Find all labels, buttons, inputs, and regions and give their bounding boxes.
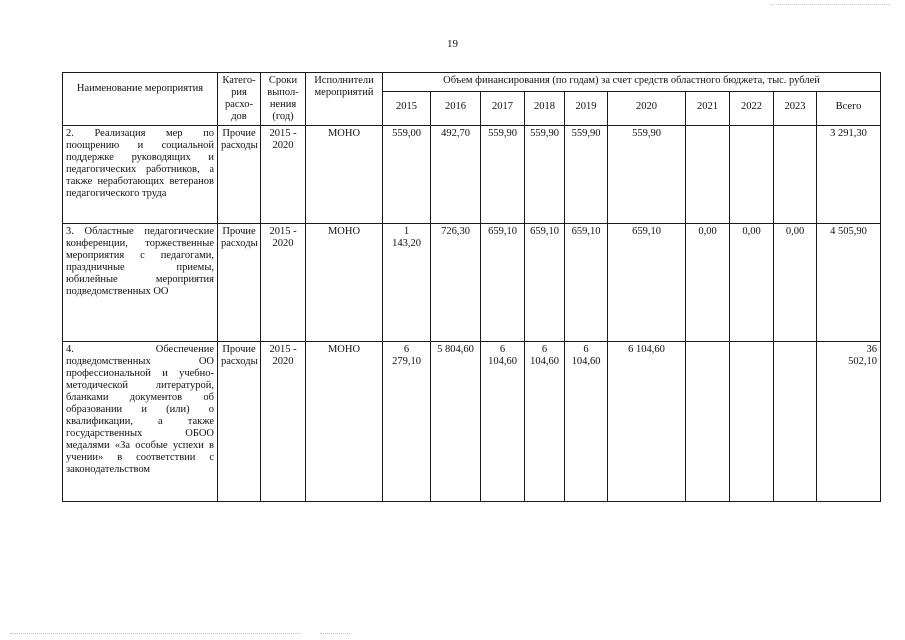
row-name: 3. Областные педагогические конференции, торжественные мероприятия с педагогами, праздничные приемы, юбилейные мероприятия подведомственных ОО <box>63 224 218 342</box>
cell-2021 <box>686 126 730 224</box>
row-executor: МОНО <box>306 126 383 224</box>
header-year-2020: 2020 <box>608 91 686 125</box>
cell-2023 <box>774 126 817 224</box>
cell-2020: 659,10 <box>608 224 686 342</box>
cell-2020: 6 104,60 <box>608 342 686 502</box>
header-year-2015: 2015 <box>383 91 431 125</box>
cell-2015: 1 143,20 <box>383 224 431 342</box>
row-executor: МОНО <box>306 342 383 502</box>
row-executor: МОНО <box>306 224 383 342</box>
row-category: Прочие расходы <box>218 224 261 342</box>
row-name: 4. Обеспечение подведомственных ОО профессиональной и учебно-методической литературой, бланками документов об образовании и (или) о квалификации, а также государственных ОБОО медалями «За особые успехи в учении» в соответствии с законодательством <box>63 342 218 502</box>
row-terms: 2015 - 2020 <box>261 342 306 502</box>
cell-2019: 659,10 <box>565 224 608 342</box>
cell-2016: 5 804,60 <box>431 342 481 502</box>
row-terms: 2015 - 2020 <box>261 224 306 342</box>
header-year-2021: 2021 <box>686 91 730 125</box>
cell-2021: 0,00 <box>686 224 730 342</box>
header-year-2017: 2017 <box>481 91 525 125</box>
cell-2021 <box>686 342 730 502</box>
scan-artifact-top <box>771 4 891 5</box>
cell-2022: 0,00 <box>730 224 774 342</box>
cell-2022 <box>730 342 774 502</box>
cell-total: 4 505,90 <box>817 224 881 342</box>
cell-2023: 0,00 <box>774 224 817 342</box>
cell-total: 36 502,10 <box>817 342 881 502</box>
header-executors: Исполнители мероприятий <box>306 73 383 126</box>
header-category: Катего- рия расхо- дов <box>218 73 261 126</box>
cell-2016: 492,70 <box>431 126 481 224</box>
cell-2023 <box>774 342 817 502</box>
cell-2017: 6 104,60 <box>481 342 525 502</box>
row-category: Прочие расходы <box>218 126 261 224</box>
cell-2017: 659,10 <box>481 224 525 342</box>
header-terms: Сроки выпол- нения (год) <box>261 73 306 126</box>
row-name: 2. Реализация мер по поощрению и социальной поддержке руководящих и педагогических работников, а также неработающих ветеранов педагогического труда <box>63 126 218 224</box>
table-row <box>63 342 881 502</box>
cell-2015: 559,00 <box>383 126 431 224</box>
header-year-2022: 2022 <box>730 91 774 125</box>
header-year-2018: 2018 <box>525 91 565 125</box>
row-terms: 2015 - 2020 <box>261 126 306 224</box>
cell-2018: 659,10 <box>525 224 565 342</box>
financing-table <box>62 72 881 502</box>
cell-2016: 726,30 <box>431 224 481 342</box>
header-name: Наименование мероприятия <box>63 73 218 126</box>
header-year-2016: 2016 <box>431 91 481 125</box>
cell-2020: 559,90 <box>608 126 686 224</box>
scan-artifact-bottom-short <box>320 633 350 634</box>
cell-2022 <box>730 126 774 224</box>
scan-artifact-bottom <box>10 633 300 634</box>
cell-2017: 559,90 <box>481 126 525 224</box>
header-financing: Объем финансирования (по годам) за счет средств областного бюджета, тыс. рублей <box>383 73 881 92</box>
table-row <box>63 224 881 342</box>
row-category: Прочие расходы <box>218 342 261 502</box>
cell-2018: 559,90 <box>525 126 565 224</box>
header-year-2023: 2023 <box>774 91 817 125</box>
header-year-2019: 2019 <box>565 91 608 125</box>
cell-2018: 6 104,60 <box>525 342 565 502</box>
cell-total: 3 291,30 <box>817 126 881 224</box>
cell-2019: 6 104,60 <box>565 342 608 502</box>
header-total: Всего <box>817 91 881 125</box>
header-row-top <box>63 73 881 92</box>
page-number: 19 <box>447 38 458 50</box>
cell-2015: 6 279,10 <box>383 342 431 502</box>
table-row <box>63 126 881 224</box>
cell-2019: 559,90 <box>565 126 608 224</box>
